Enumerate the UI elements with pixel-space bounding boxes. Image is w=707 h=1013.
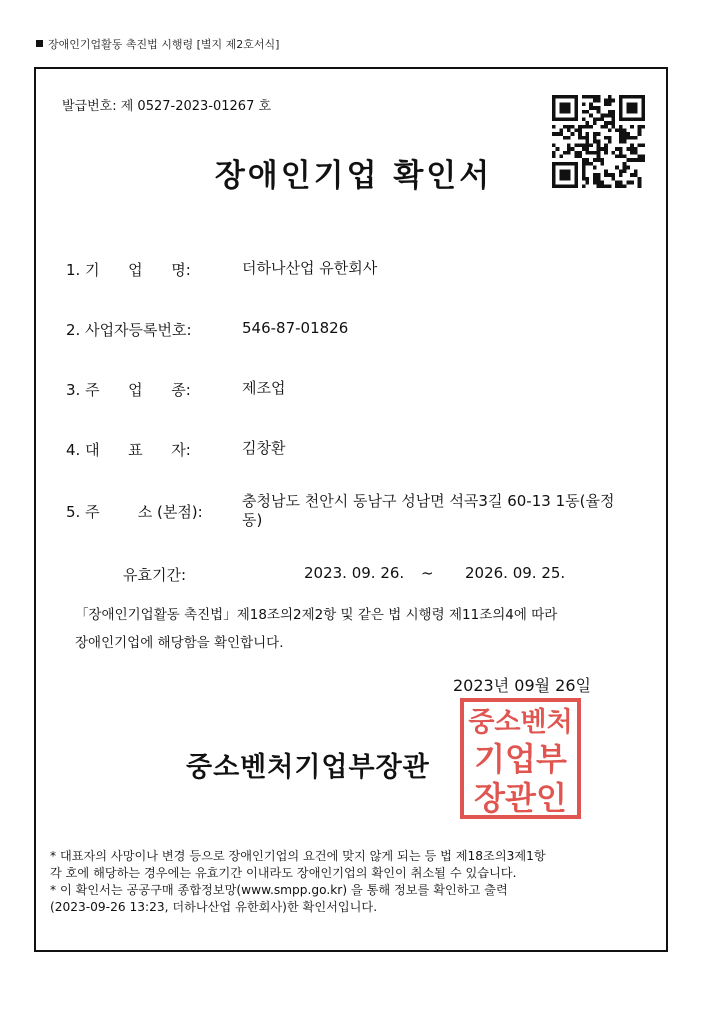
field-label: 5. 주 소 (본점):: [66, 503, 203, 521]
field-value: 김창환: [242, 439, 286, 457]
seal-text: 기업부: [474, 740, 567, 778]
official-seal-icon: [459, 697, 582, 820]
field-value: 충청남도 천안시 동남구 성남면 석곡3길 60-13 1동(율정동): [242, 492, 615, 529]
legal-statement: [75, 601, 635, 657]
note-line: 각 호에 해당하는 경우에는 유효기간 이내라도 장애인기업의 확인이 취소될 수 있습니다.: [50, 866, 517, 880]
page-title: 장애인기업 확인서: [214, 158, 493, 194]
field-label: 4. 대 표 자:: [66, 441, 191, 459]
notes: [50, 848, 665, 916]
seal-text: 장관인: [474, 779, 567, 817]
form-label-text: 장애인기업활동 촉진법 시행령 [별지 제2호서식]: [48, 38, 280, 51]
form-label: [36, 36, 279, 52]
legal-statement-line: 장애인기업에 해당함을 확인합니다.: [75, 635, 284, 651]
note-line: * 이 확인서는 공공구매 종합정보망(www.smpp.go.kr) 을 통해 정보를 확인하고 출력: [50, 883, 508, 897]
minister-name: 중소벤처기업부장관: [186, 752, 430, 783]
validity-separator: ~: [421, 564, 434, 582]
note-line: (2023-09-26 13:23, 더하나산업 유한회사)한 확인서입니다.: [50, 900, 378, 914]
field-label: 1. 기 업 명:: [66, 261, 191, 279]
field-label: 2. 사업자등록번호:: [66, 321, 192, 339]
field-value: 제조업: [242, 379, 286, 397]
validity-end: 2026. 09. 25.: [465, 564, 566, 582]
square-bullet-icon: [36, 40, 43, 47]
issue-date: 2023년 09월 26일: [453, 676, 591, 695]
seal-text: 중소벤처: [468, 707, 573, 738]
field-value: 546-87-01826: [242, 319, 349, 337]
field-value: 더하나산업 유한회사: [242, 259, 378, 277]
validity-start: 2023. 09. 26.: [304, 564, 405, 582]
field-label: 3. 주 업 종:: [66, 381, 191, 399]
validity-label: 유효기간:: [123, 566, 187, 584]
note-line: * 대표자의 사망이나 변경 등으로 장애인기업의 요건에 맞지 않게 되는 등 법 제18조의3제1항: [50, 849, 546, 863]
legal-statement-line: 「장애인기업활동 촉진법」제18조의2제2항 및 같은 법 시행령 제11조의4에 따라: [75, 607, 558, 623]
issue-number: 발급번호: 제 0527-2023-01267 호: [62, 99, 272, 114]
